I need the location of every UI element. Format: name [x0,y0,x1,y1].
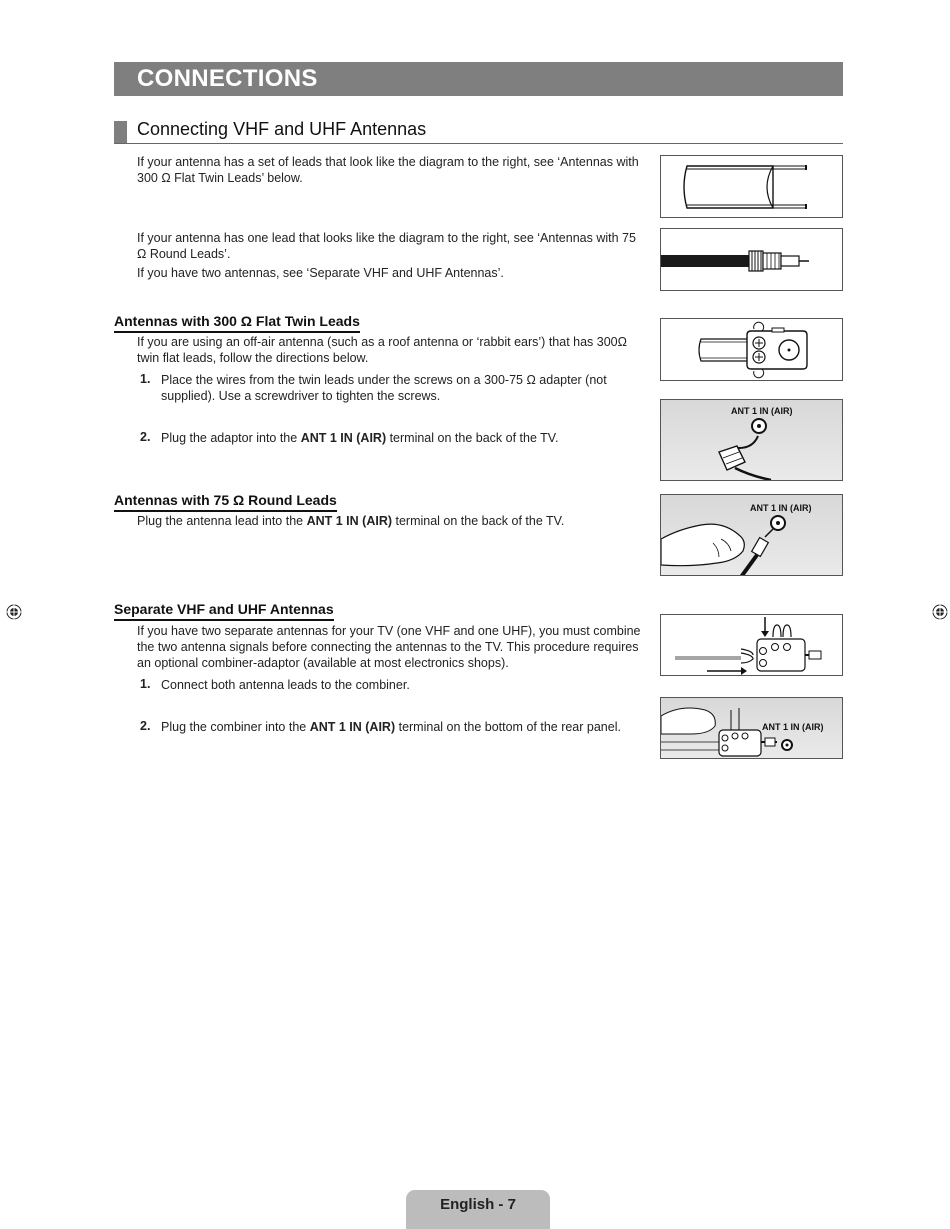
heading-flat-twin-leads: Antennas with 300 Ω Flat Twin Leads [114,313,360,333]
step-number: 2. [140,719,151,733]
step-number: 1. [140,372,151,386]
page-number-tab [406,1190,550,1229]
header-banner [114,62,843,96]
registration-mark-icon [6,604,22,620]
figure-combiner-into-ant [660,697,843,759]
page-number: English - 7 [440,1196,516,1213]
ant-terminal-label: ANT 1 IN (AIR) [731,406,793,416]
step-number: 2. [140,430,151,444]
figure-round-lead-into-ant [660,494,843,576]
intro-paragraph-2: If your antenna has one lead that looks like the diagram to the right, see ‘Antennas with 75 Ω Round Leads’. [137,231,636,261]
heading-round-leads: Antennas with 75 Ω Round Leads [114,492,337,512]
flat-twin-lead-illustration [661,156,843,218]
ant-terminal-label: ANT 1 IN (AIR) [750,503,812,513]
intro-paragraph-1: If your antenna has a set of leads that look like the diagram to the right, see ‘Antennas with 300 Ω Flat Twin Leads’ below. [137,155,639,185]
step-number: 1. [140,677,151,691]
flat-twin-step-1: Place the wires from the twin leads under the screws on a 300-75 Ω adapter (not supplied). Use a screwdriver to tighten the screws. [161,373,607,403]
separate-step-1: Connect both antenna leads to the combiner. [161,678,410,692]
combiner-ant-illustration [661,698,843,759]
section-marker [114,121,127,143]
page-title: CONNECTIONS [137,65,318,92]
flat-twin-intro: If you are using an off-air antenna (such as a roof antenna or ‘rabbit ears’) that has 300Ω twin flat leads, follow the directions below. [137,335,627,365]
intro-paragraph-3: If you have two antennas, see ‘Separate VHF and UHF Antennas’. [137,266,504,280]
figure-adapter-into-ant [660,399,843,481]
figure-combiner [660,614,843,676]
round-lead-illustration [661,229,843,291]
figure-round-lead [660,228,843,291]
hand-plug-illustration [661,495,843,576]
ant-terminal-label: ANT 1 IN (AIR) [762,722,824,732]
ant-adapter-illustration [661,400,843,481]
round-leads-text: Plug the antenna lead into the ANT 1 IN (AIR) terminal on the back of the TV. [137,514,565,528]
heading-separate-antennas: Separate VHF and UHF Antennas [114,601,334,621]
figure-flat-twin-lead [660,155,843,218]
combiner-illustration [661,615,843,676]
flat-twin-step-2: Plug the adaptor into the ANT 1 IN (AIR) terminal on the back of the TV. [161,431,559,445]
registration-mark-icon [932,604,948,620]
separate-step-2: Plug the combiner into the ANT 1 IN (AIR) terminal on the bottom of the rear panel. [161,720,621,734]
section-title: Connecting VHF and UHF Antennas [137,119,427,139]
section-divider [114,143,843,144]
figure-300-75-adapter [660,318,843,381]
adapter-illustration [661,319,843,381]
separate-intro: If you have two separate antennas for your TV (one VHF and one UHF), you must combine the two antenna signals before connecting the antennas to the TV. This procedure requires an optional combiner-adaptor (available at most electronics shops). [137,624,641,670]
